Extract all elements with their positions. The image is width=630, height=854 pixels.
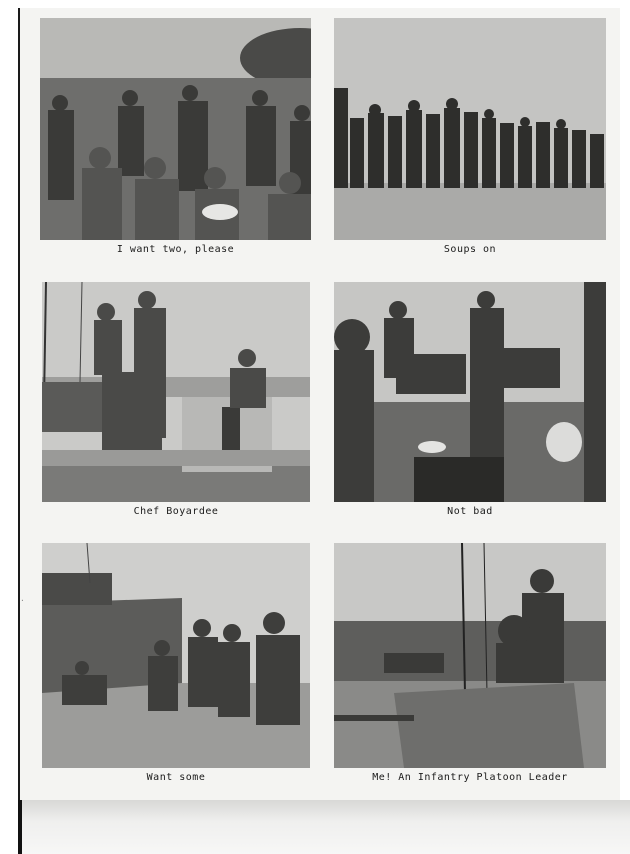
photo-i-want-two <box>40 18 311 240</box>
caption-platoon-leader: Me! An Infantry Platoon Leader <box>372 772 568 783</box>
caption-chef-boyardee: Chef Boyardee <box>133 506 219 517</box>
caption-soups-on: Soups on <box>443 244 497 255</box>
caption-i-want-two: I want two, please <box>116 244 235 255</box>
caption-not-bad: Not bad <box>447 506 493 517</box>
photo-chef-boyardee <box>42 282 310 502</box>
page-bottom-edge <box>18 800 630 854</box>
edge-mark: · <box>20 596 25 605</box>
caption-want-some: Want some <box>146 772 206 783</box>
photo-soups-on <box>334 18 606 240</box>
photo-want-some <box>42 543 310 768</box>
photo-not-bad <box>334 282 606 502</box>
photo-platoon-leader <box>334 543 606 768</box>
